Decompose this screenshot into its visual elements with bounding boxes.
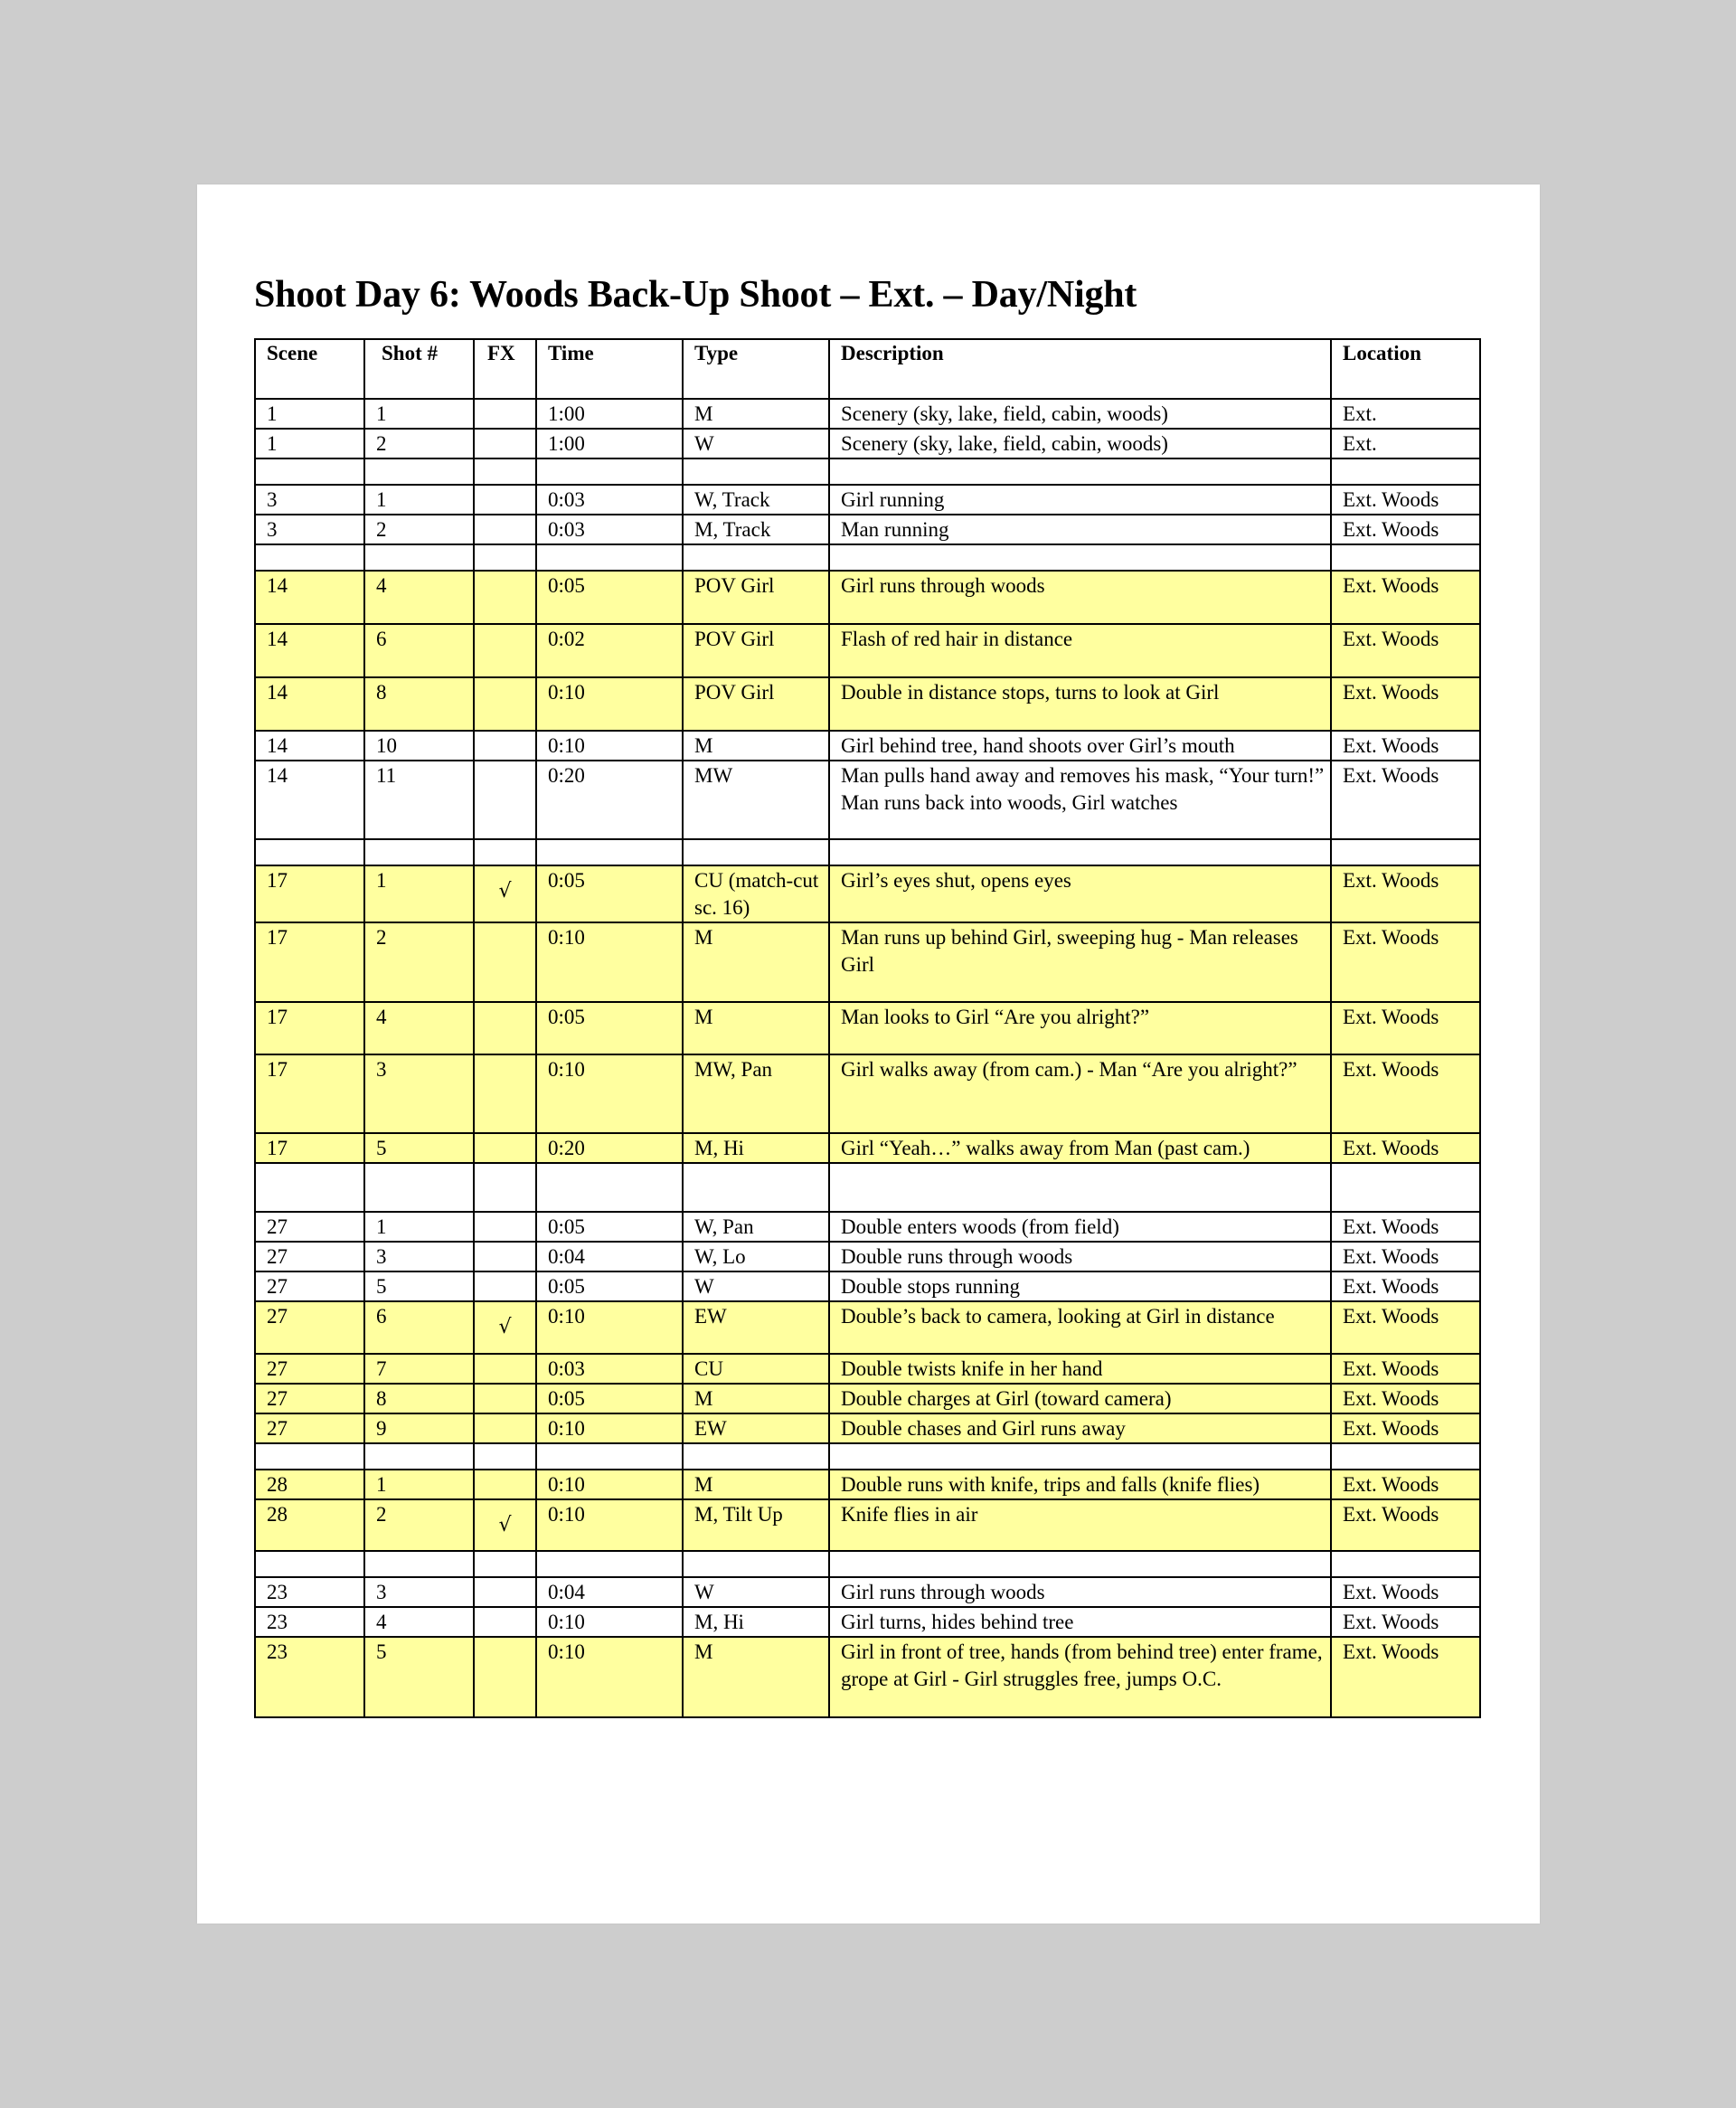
cell-time: 0:10 — [536, 1413, 683, 1443]
checkmark-icon: √ — [498, 1514, 512, 1536]
cell-scene: 14 — [255, 624, 364, 677]
cell-description: Double stops running — [829, 1271, 1331, 1301]
cell-type: M — [683, 1002, 829, 1054]
cell-type: MW — [683, 761, 829, 839]
cell-time: 0:10 — [536, 1054, 683, 1133]
table-row — [255, 1054, 1480, 1133]
cell-type: CU — [683, 1354, 829, 1384]
cell-type: POV Girl — [683, 571, 829, 624]
cell-type: W — [683, 1271, 829, 1301]
cell-fx — [474, 1301, 536, 1354]
cell-location: Ext. Woods — [1331, 865, 1480, 922]
table-row — [255, 1499, 1480, 1551]
cell-scene: 17 — [255, 865, 364, 922]
cell-location: Ext. Woods — [1331, 1301, 1480, 1354]
cell-time: 0:02 — [536, 624, 683, 677]
cell-fx — [474, 1212, 536, 1242]
cell-scene: 28 — [255, 1470, 364, 1499]
header-type: Type — [683, 339, 829, 399]
cell-scene: 3 — [255, 485, 364, 515]
cell-shot: 5 — [364, 1637, 474, 1717]
cell-type: M, Hi — [683, 1607, 829, 1637]
cell-fx — [474, 624, 536, 677]
table-row — [255, 429, 1480, 458]
cell-location: Ext. Woods — [1331, 624, 1480, 677]
cell-shot: 4 — [364, 571, 474, 624]
table-row — [255, 677, 1480, 731]
cell-type: M — [683, 1470, 829, 1499]
cell-description: Girl runs through woods — [829, 1577, 1331, 1607]
cell-description: Man pulls hand away and removes his mask, “Your turn!” Man runs back into woods, Girl watches — [829, 761, 1331, 839]
cell-time: 0:03 — [536, 515, 683, 544]
cell-fx — [474, 429, 536, 458]
cell-location: Ext. Woods — [1331, 1637, 1480, 1717]
cell-scene: 17 — [255, 1054, 364, 1133]
cell-scene: 27 — [255, 1413, 364, 1443]
table-row — [255, 1212, 1480, 1242]
table-row — [255, 1637, 1480, 1717]
cell-description: Double runs through woods — [829, 1242, 1331, 1271]
cell-type: CU (match-cut sc. 16) — [683, 865, 829, 922]
header-description: Description — [829, 339, 1331, 399]
cell-description: Man looks to Girl “Are you alright?” — [829, 1002, 1331, 1054]
cell-type: W, Track — [683, 485, 829, 515]
cell-shot: 2 — [364, 515, 474, 544]
cell-shot: 9 — [364, 1413, 474, 1443]
cell-location: Ext. Woods — [1331, 1354, 1480, 1384]
table-row — [255, 1607, 1480, 1637]
cell-location: Ext. Woods — [1331, 1212, 1480, 1242]
cell-location: Ext. Woods — [1331, 485, 1480, 515]
cell-fx — [474, 1242, 536, 1271]
cell-scene: 27 — [255, 1384, 364, 1413]
cell-time: 0:10 — [536, 1637, 683, 1717]
spacer-row — [255, 839, 1480, 865]
cell-description: Girl runs through woods — [829, 571, 1331, 624]
cell-shot: 5 — [364, 1133, 474, 1163]
cell-scene: 14 — [255, 761, 364, 839]
cell-fx — [474, 399, 536, 429]
spacer-row — [255, 1163, 1480, 1212]
cell-location: Ext. Woods — [1331, 1577, 1480, 1607]
cell-type: M — [683, 1384, 829, 1413]
shot-list-table — [254, 338, 1481, 1718]
cell-location: Ext. — [1331, 399, 1480, 429]
cell-fx — [474, 1384, 536, 1413]
cell-description: Girl “Yeah…” walks away from Man (past cam.) — [829, 1133, 1331, 1163]
header-shot: Shot # — [364, 339, 474, 399]
cell-description: Man runs up behind Girl, sweeping hug - Man releases Girl — [829, 922, 1331, 1002]
cell-type: POV Girl — [683, 624, 829, 677]
cell-description: Girl in front of tree, hands (from behind tree) enter frame, grope at Girl - Girl struggles free, jumps O.C. — [829, 1637, 1331, 1717]
table-row — [255, 485, 1480, 515]
cell-type: M, Track — [683, 515, 829, 544]
cell-type: M — [683, 399, 829, 429]
cell-fx — [474, 1470, 536, 1499]
cell-type: MW, Pan — [683, 1054, 829, 1133]
cell-time: 0:03 — [536, 1354, 683, 1384]
cell-scene: 27 — [255, 1301, 364, 1354]
cell-fx — [474, 1133, 536, 1163]
cell-time: 0:05 — [536, 1212, 683, 1242]
cell-shot: 1 — [364, 399, 474, 429]
cell-type: W — [683, 1577, 829, 1607]
cell-description: Girl turns, hides behind tree — [829, 1607, 1331, 1637]
cell-scene: 27 — [255, 1354, 364, 1384]
table-row — [255, 731, 1480, 761]
header-time: Time — [536, 339, 683, 399]
cell-location: Ext. Woods — [1331, 677, 1480, 731]
table-row — [255, 761, 1480, 839]
header-fx: FX — [474, 339, 536, 399]
cell-scene: 27 — [255, 1242, 364, 1271]
cell-location: Ext. — [1331, 429, 1480, 458]
cell-description: Double’s back to camera, looking at Girl in distance — [829, 1301, 1331, 1354]
cell-fx — [474, 1054, 536, 1133]
cell-time: 0:04 — [536, 1577, 683, 1607]
cell-time: 0:05 — [536, 1002, 683, 1054]
cell-location: Ext. Woods — [1331, 1054, 1480, 1133]
cell-shot: 2 — [364, 922, 474, 1002]
table-row — [255, 1002, 1480, 1054]
cell-description: Double twists knife in her hand — [829, 1354, 1331, 1384]
cell-type: EW — [683, 1413, 829, 1443]
cell-shot: 2 — [364, 1499, 474, 1551]
cell-location: Ext. Woods — [1331, 1470, 1480, 1499]
cell-scene: 27 — [255, 1271, 364, 1301]
cell-time: 0:05 — [536, 865, 683, 922]
cell-description: Scenery (sky, lake, field, cabin, woods) — [829, 399, 1331, 429]
table-row — [255, 922, 1480, 1002]
table-row — [255, 1384, 1480, 1413]
cell-scene: 14 — [255, 731, 364, 761]
cell-shot: 4 — [364, 1607, 474, 1637]
cell-fx — [474, 1577, 536, 1607]
cell-scene: 1 — [255, 429, 364, 458]
cell-scene: 23 — [255, 1607, 364, 1637]
cell-location: Ext. Woods — [1331, 1002, 1480, 1054]
cell-description: Double in distance stops, turns to look at Girl — [829, 677, 1331, 731]
cell-shot: 5 — [364, 1271, 474, 1301]
table-row — [255, 1354, 1480, 1384]
cell-fx — [474, 1271, 536, 1301]
document-page — [197, 184, 1540, 1924]
cell-shot: 1 — [364, 485, 474, 515]
cell-fx — [474, 1413, 536, 1443]
cell-shot: 4 — [364, 1002, 474, 1054]
cell-scene: 14 — [255, 677, 364, 731]
table-row — [255, 1271, 1480, 1301]
cell-location: Ext. Woods — [1331, 1384, 1480, 1413]
table-row — [255, 1133, 1480, 1163]
cell-time: 0:10 — [536, 1499, 683, 1551]
cell-scene: 17 — [255, 922, 364, 1002]
cell-scene: 17 — [255, 1133, 364, 1163]
checkmark-icon: √ — [498, 880, 512, 903]
cell-shot: 1 — [364, 865, 474, 922]
cell-fx — [474, 922, 536, 1002]
header-scene: Scene — [255, 339, 364, 399]
table-row — [255, 1413, 1480, 1443]
checkmark-icon: √ — [498, 1316, 512, 1338]
cell-shot: 2 — [364, 429, 474, 458]
cell-shot: 3 — [364, 1577, 474, 1607]
cell-fx — [474, 1637, 536, 1717]
cell-fx — [474, 1354, 536, 1384]
table-row — [255, 571, 1480, 624]
cell-description: Girl running — [829, 485, 1331, 515]
cell-description: Double charges at Girl (toward camera) — [829, 1384, 1331, 1413]
cell-type: M — [683, 922, 829, 1002]
table-row — [255, 1301, 1480, 1354]
cell-location: Ext. Woods — [1331, 1133, 1480, 1163]
cell-fx — [474, 1499, 536, 1551]
table-row — [255, 624, 1480, 677]
cell-location: Ext. Woods — [1331, 1499, 1480, 1551]
cell-description: Scenery (sky, lake, field, cabin, woods) — [829, 429, 1331, 458]
cell-time: 0:05 — [536, 571, 683, 624]
cell-time: 0:03 — [536, 485, 683, 515]
cell-shot: 8 — [364, 1384, 474, 1413]
header-location: Location — [1331, 339, 1480, 399]
cell-time: 0:20 — [536, 1133, 683, 1163]
cell-time: 0:04 — [536, 1242, 683, 1271]
cell-fx — [474, 1002, 536, 1054]
cell-description: Girl’s eyes shut, opens eyes — [829, 865, 1331, 922]
cell-description: Man running — [829, 515, 1331, 544]
table-row — [255, 1242, 1480, 1271]
cell-description: Double runs with knife, trips and falls (knife flies) — [829, 1470, 1331, 1499]
cell-description: Girl walks away (from cam.) - Man “Are you alright?” — [829, 1054, 1331, 1133]
cell-type: M — [683, 731, 829, 761]
spacer-row — [255, 544, 1480, 571]
cell-shot: 1 — [364, 1212, 474, 1242]
cell-type: W — [683, 429, 829, 458]
table-row — [255, 1470, 1480, 1499]
cell-time: 1:00 — [536, 429, 683, 458]
cell-time: 0:10 — [536, 677, 683, 731]
cell-fx — [474, 677, 536, 731]
cell-shot: 1 — [364, 1470, 474, 1499]
cell-type: M — [683, 1637, 829, 1717]
cell-location: Ext. Woods — [1331, 761, 1480, 839]
cell-description: Double enters woods (from field) — [829, 1212, 1331, 1242]
cell-fx — [474, 731, 536, 761]
cell-description: Knife flies in air — [829, 1499, 1331, 1551]
cell-location: Ext. Woods — [1331, 571, 1480, 624]
cell-shot: 6 — [364, 624, 474, 677]
cell-time: 0:10 — [536, 1470, 683, 1499]
page-title: Shoot Day 6: Woods Back-Up Shoot – Ext. – Day/Night — [254, 274, 1137, 316]
cell-location: Ext. Woods — [1331, 1242, 1480, 1271]
cell-type: EW — [683, 1301, 829, 1354]
cell-time: 0:05 — [536, 1384, 683, 1413]
cell-location: Ext. Woods — [1331, 1271, 1480, 1301]
table-row — [255, 515, 1480, 544]
cell-fx — [474, 865, 536, 922]
cell-location: Ext. Woods — [1331, 731, 1480, 761]
cell-scene: 23 — [255, 1577, 364, 1607]
cell-scene: 27 — [255, 1212, 364, 1242]
spacer-row — [255, 1443, 1480, 1470]
cell-type: POV Girl — [683, 677, 829, 731]
cell-fx — [474, 485, 536, 515]
cell-type: W, Pan — [683, 1212, 829, 1242]
cell-scene: 17 — [255, 1002, 364, 1054]
cell-description: Flash of red hair in distance — [829, 624, 1331, 677]
cell-fx — [474, 571, 536, 624]
cell-type: M, Hi — [683, 1133, 829, 1163]
cell-scene: 14 — [255, 571, 364, 624]
cell-fx — [474, 1607, 536, 1637]
cell-scene: 1 — [255, 399, 364, 429]
table-row — [255, 1577, 1480, 1607]
table-row — [255, 399, 1480, 429]
table-header-row — [255, 339, 1480, 399]
cell-location: Ext. Woods — [1331, 1413, 1480, 1443]
cell-shot: 7 — [364, 1354, 474, 1384]
cell-location: Ext. Woods — [1331, 515, 1480, 544]
cell-shot: 3 — [364, 1054, 474, 1133]
cell-time: 0:20 — [536, 761, 683, 839]
cell-type: M, Tilt Up — [683, 1499, 829, 1551]
cell-scene: 28 — [255, 1499, 364, 1551]
cell-time: 0:10 — [536, 731, 683, 761]
cell-fx — [474, 515, 536, 544]
cell-scene: 23 — [255, 1637, 364, 1717]
cell-time: 0:05 — [536, 1271, 683, 1301]
cell-shot: 10 — [364, 731, 474, 761]
spacer-row — [255, 458, 1480, 485]
spacer-row — [255, 1551, 1480, 1577]
cell-shot: 3 — [364, 1242, 474, 1271]
cell-scene: 3 — [255, 515, 364, 544]
cell-time: 0:10 — [536, 1607, 683, 1637]
cell-fx — [474, 761, 536, 839]
cell-location: Ext. Woods — [1331, 1607, 1480, 1637]
cell-shot: 11 — [364, 761, 474, 839]
cell-description: Girl behind tree, hand shoots over Girl’s mouth — [829, 731, 1331, 761]
cell-shot: 6 — [364, 1301, 474, 1354]
cell-time: 0:10 — [536, 1301, 683, 1354]
table-row — [255, 865, 1480, 922]
cell-type: W, Lo — [683, 1242, 829, 1271]
cell-description: Double chases and Girl runs away — [829, 1413, 1331, 1443]
cell-time: 0:10 — [536, 922, 683, 1002]
cell-shot: 8 — [364, 677, 474, 731]
cell-time: 1:00 — [536, 399, 683, 429]
cell-location: Ext. Woods — [1331, 922, 1480, 1002]
